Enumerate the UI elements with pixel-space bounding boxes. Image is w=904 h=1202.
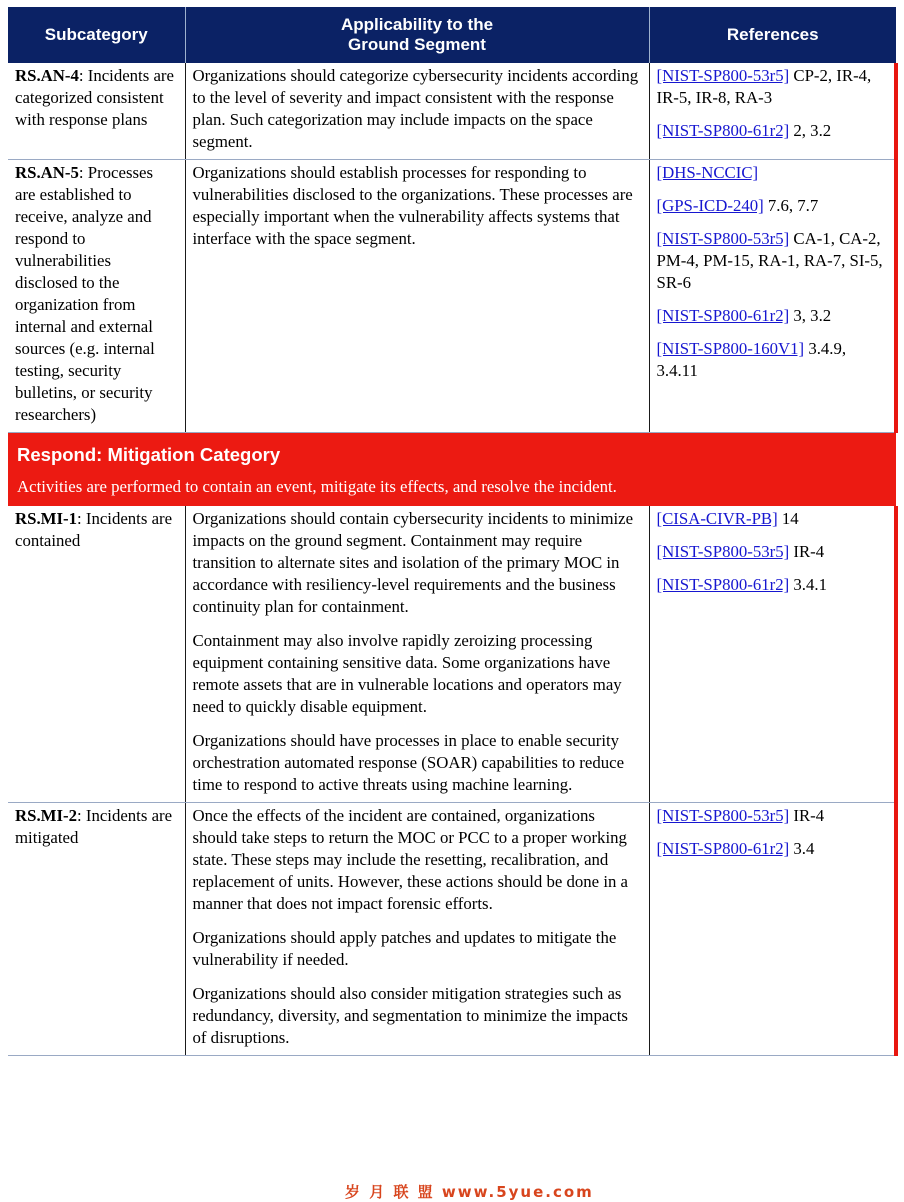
watermark: 岁 月 联 盟 www.5yue.com (345, 1183, 594, 1201)
reference-link[interactable]: [NIST-SP800-61r2] (656, 121, 790, 140)
reference-link[interactable]: [NIST-SP800-160V1] (656, 339, 805, 358)
table-row (8, 506, 896, 803)
reference-entry (657, 541, 888, 563)
applicability-paragraph: Organizations should contain cybersecurity incidents to minimize impacts on the ground segment. Containment may require transition to alternate sites and isolation of the primary MOC in accordance with resiliency-level requirements and the business continuity plan for containment. (192, 509, 634, 616)
reference-entry (657, 508, 888, 530)
reference-link[interactable]: [CISA-CIVR-PB] (656, 509, 778, 528)
reference-entry (657, 195, 888, 217)
reference-detail: 14 (777, 509, 799, 528)
applicability-paragraph: Organizations should establish processes for responding to vulnerabilities disclosed to the organizations. These processes are especially important when the vulnerability affects systems that interface with the space segment. (192, 163, 633, 248)
reference-entry (657, 305, 888, 327)
reference-detail: 3.4.1 (789, 575, 827, 594)
reference-detail: 7.6, 7.7 (763, 196, 819, 215)
reference-link[interactable]: [GPS-ICD-240] (656, 196, 764, 215)
reference-link[interactable]: [NIST-SP800-61r2] (656, 575, 790, 594)
table-header-row (8, 7, 896, 63)
subcategory-id: RS.AN-4 (15, 66, 79, 85)
category-row (8, 433, 896, 507)
references-cell (649, 63, 896, 160)
subcategory-title: : Incidents are contained (15, 509, 173, 550)
subcategory-cell (8, 506, 185, 803)
header-applicability (185, 7, 649, 63)
applicability-cell (185, 63, 649, 160)
reference-entry (657, 574, 888, 596)
header-applicability-text: Applicability to the Ground Segment (340, 15, 494, 54)
applicability-paragraph: Organizations should have processes in place to enable security orchestration automated response (SOAR) capabilities to reduce time to respond to active threats using machine learning. (192, 731, 625, 794)
reference-detail: 3.4.9, 3.4.11 (656, 339, 847, 380)
reference-entry (657, 338, 888, 382)
reference-entry (657, 228, 888, 294)
applicability-paragraph: Organizations should apply patches and updates to mitigate the vulnerability if needed. (192, 928, 617, 969)
header-references: References (649, 7, 896, 63)
reference-detail: 3, 3.2 (789, 306, 832, 325)
controls-table (8, 7, 898, 1056)
reference-detail: IR-4 (789, 806, 825, 825)
applicability-cell (185, 506, 649, 803)
applicability-paragraph: Organizations should also consider mitigation strategies such as redundancy, diversity, and segmentation to minimize the impacts of disruptions. (192, 984, 628, 1047)
reference-link[interactable]: [DHS-NCCIC] (656, 163, 759, 182)
subcategory-id: RS.MI-1 (15, 509, 77, 528)
references-cell (649, 160, 896, 433)
table-body-bottom (8, 506, 896, 1056)
subcategory-id: RS.MI-2 (15, 806, 77, 825)
category-description: Activities are performed to contain an event, mitigate its effects, and resolve the incident. (17, 477, 617, 496)
header-subcategory: Subcategory (8, 7, 185, 63)
subcategory-cell (8, 63, 185, 160)
applicability-cell (185, 160, 649, 433)
applicability-paragraph: Containment may also involve rapidly zeroizing processing equipment containing sensitive data. Some organizations have remote assets that are in vulnerable locations and operators may need to quickly disable equipment. (192, 631, 622, 716)
applicability-paragraph: Organizations should categorize cybersecurity incidents according to the level of severity and impact consistent with the response plan. Such categorization may include impacts on the space segment. (192, 66, 639, 151)
subcategory-id: RS.AN-5 (15, 163, 79, 182)
reference-detail: 3.4 (789, 839, 815, 858)
reference-link[interactable]: [NIST-SP800-53r5] (656, 806, 790, 825)
reference-detail: IR-4 (789, 542, 825, 561)
references-cell (649, 803, 896, 1056)
subcategory-title: : Incidents are categorized consistent with response plans (15, 66, 174, 129)
subcategory-title: : Processes are established to receive, analyze and respond to vulnerabilities disclosed to the organization from internal and external sources (e.g. internal testing, security bulletins, or security researchers) (15, 163, 155, 424)
reference-entry (657, 162, 888, 184)
table-row (8, 63, 896, 160)
subcategory-cell (8, 803, 185, 1056)
references-cell (649, 506, 896, 803)
reference-detail: 2, 3.2 (789, 121, 832, 140)
reference-link[interactable]: [NIST-SP800-53r5] (656, 66, 790, 85)
table-row (8, 160, 896, 433)
reference-entry (657, 838, 888, 860)
applicability-cell (185, 803, 649, 1056)
reference-link[interactable]: [NIST-SP800-53r5] (656, 542, 790, 561)
reference-detail: CA-1, CA-2, PM-4, PM-15, RA-1, RA-7, SI-5, SR-6 (656, 229, 883, 292)
subcategory-cell (8, 160, 185, 433)
category-title: Respond: Mitigation Category (17, 444, 281, 465)
applicability-paragraph: Once the effects of the incident are contained, organizations should take steps to return the MOC or PCC to a proper working state. These steps may include the resetting, recalibration, and replacement of units. However, these actions should be done in a manner that does not impact forensic efforts. (192, 806, 629, 913)
category-section (8, 433, 896, 507)
reference-entry (657, 65, 888, 109)
reference-link[interactable]: [NIST-SP800-53r5] (656, 229, 790, 248)
subcategory-title: : Incidents are mitigated (15, 806, 173, 847)
reference-link[interactable]: [NIST-SP800-61r2] (656, 839, 790, 858)
category-cell (8, 433, 896, 507)
reference-entry (657, 805, 888, 827)
reference-entry (657, 120, 888, 142)
reference-detail: CP-2, IR-4, IR-5, IR-8, RA-3 (656, 66, 872, 107)
table-body-top (8, 63, 896, 433)
reference-link[interactable]: [NIST-SP800-61r2] (656, 306, 790, 325)
table-row (8, 803, 896, 1056)
